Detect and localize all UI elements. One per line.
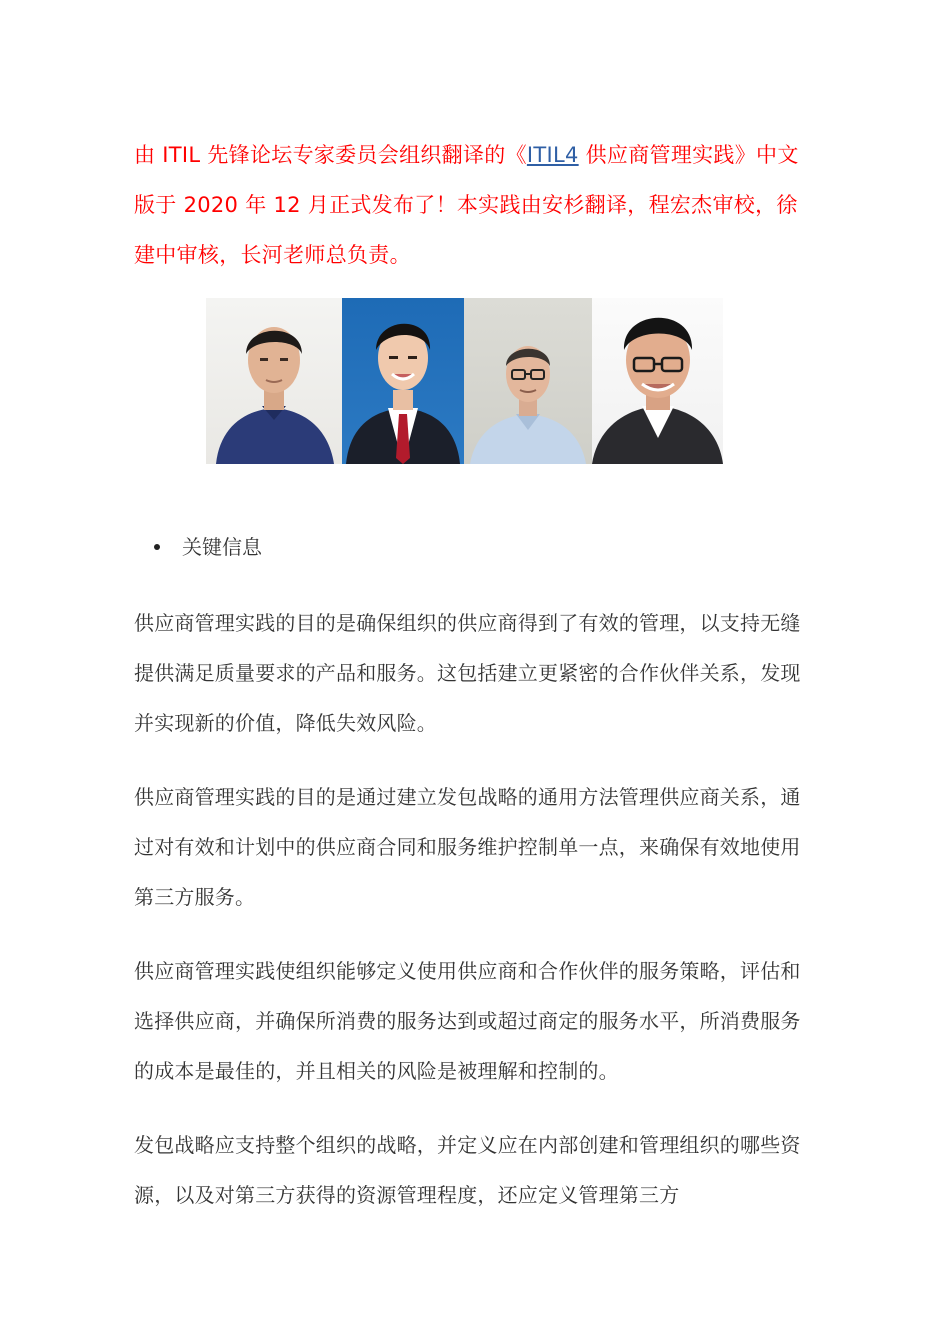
body-paragraph-2: 供应商管理实践的目的是通过建立发包战略的通用方法管理供应商关系，通过对有效和计划中的供应商合同和服务维护控制单一点，来确保有效地使用第三方服务。 — [134, 785, 801, 909]
itil4-link[interactable]: ITIL4 — [526, 143, 579, 167]
bullet-dot-icon — [154, 544, 160, 550]
intro-text-after: 供应商管理实践》中文版于 2020 年 12 月正式发布了！本实践由安杉翻译，程宏杰审校，徐建中审核，长河老师总负责。 — [134, 143, 799, 267]
portrait-photo-2 — [342, 298, 464, 464]
body-paragraph-3: 供应商管理实践使组织能够定义使用供应商和合作伙伴的服务策略，评估和选择供应商，并确保所消费的服务达到或超过商定的服务水平，所消费服务的成本是最佳的，并且相关的风险是被理解和控制的。 — [134, 959, 801, 1083]
portrait-photo-4 — [592, 298, 723, 464]
translator-photos — [206, 298, 723, 464]
portrait-photo-1 — [206, 298, 342, 464]
bullet-label: 关键信息 — [182, 535, 262, 559]
portrait-photo-3 — [464, 298, 592, 464]
body-paragraph-1: 供应商管理实践的目的是确保组织的供应商得到了有效的管理，以支持无缝提供满足质量要求的产品和服务。这包括建立更紧密的合作伙伴关系，发现并实现新的价值，降低失效风险。 — [134, 611, 801, 735]
intro-text-before: 由 ITIL 先锋论坛专家委员会组织翻译的《 — [134, 143, 527, 167]
bullet-key-info — [154, 530, 262, 564]
body-paragraph-4: 发包战略应支持整个组织的战略，并定义应在内部创建和管理组织的哪些资源，以及对第三方获得的资源管理程度，还应定义管理第三方 — [134, 1133, 801, 1207]
intro-paragraph — [134, 130, 814, 280]
